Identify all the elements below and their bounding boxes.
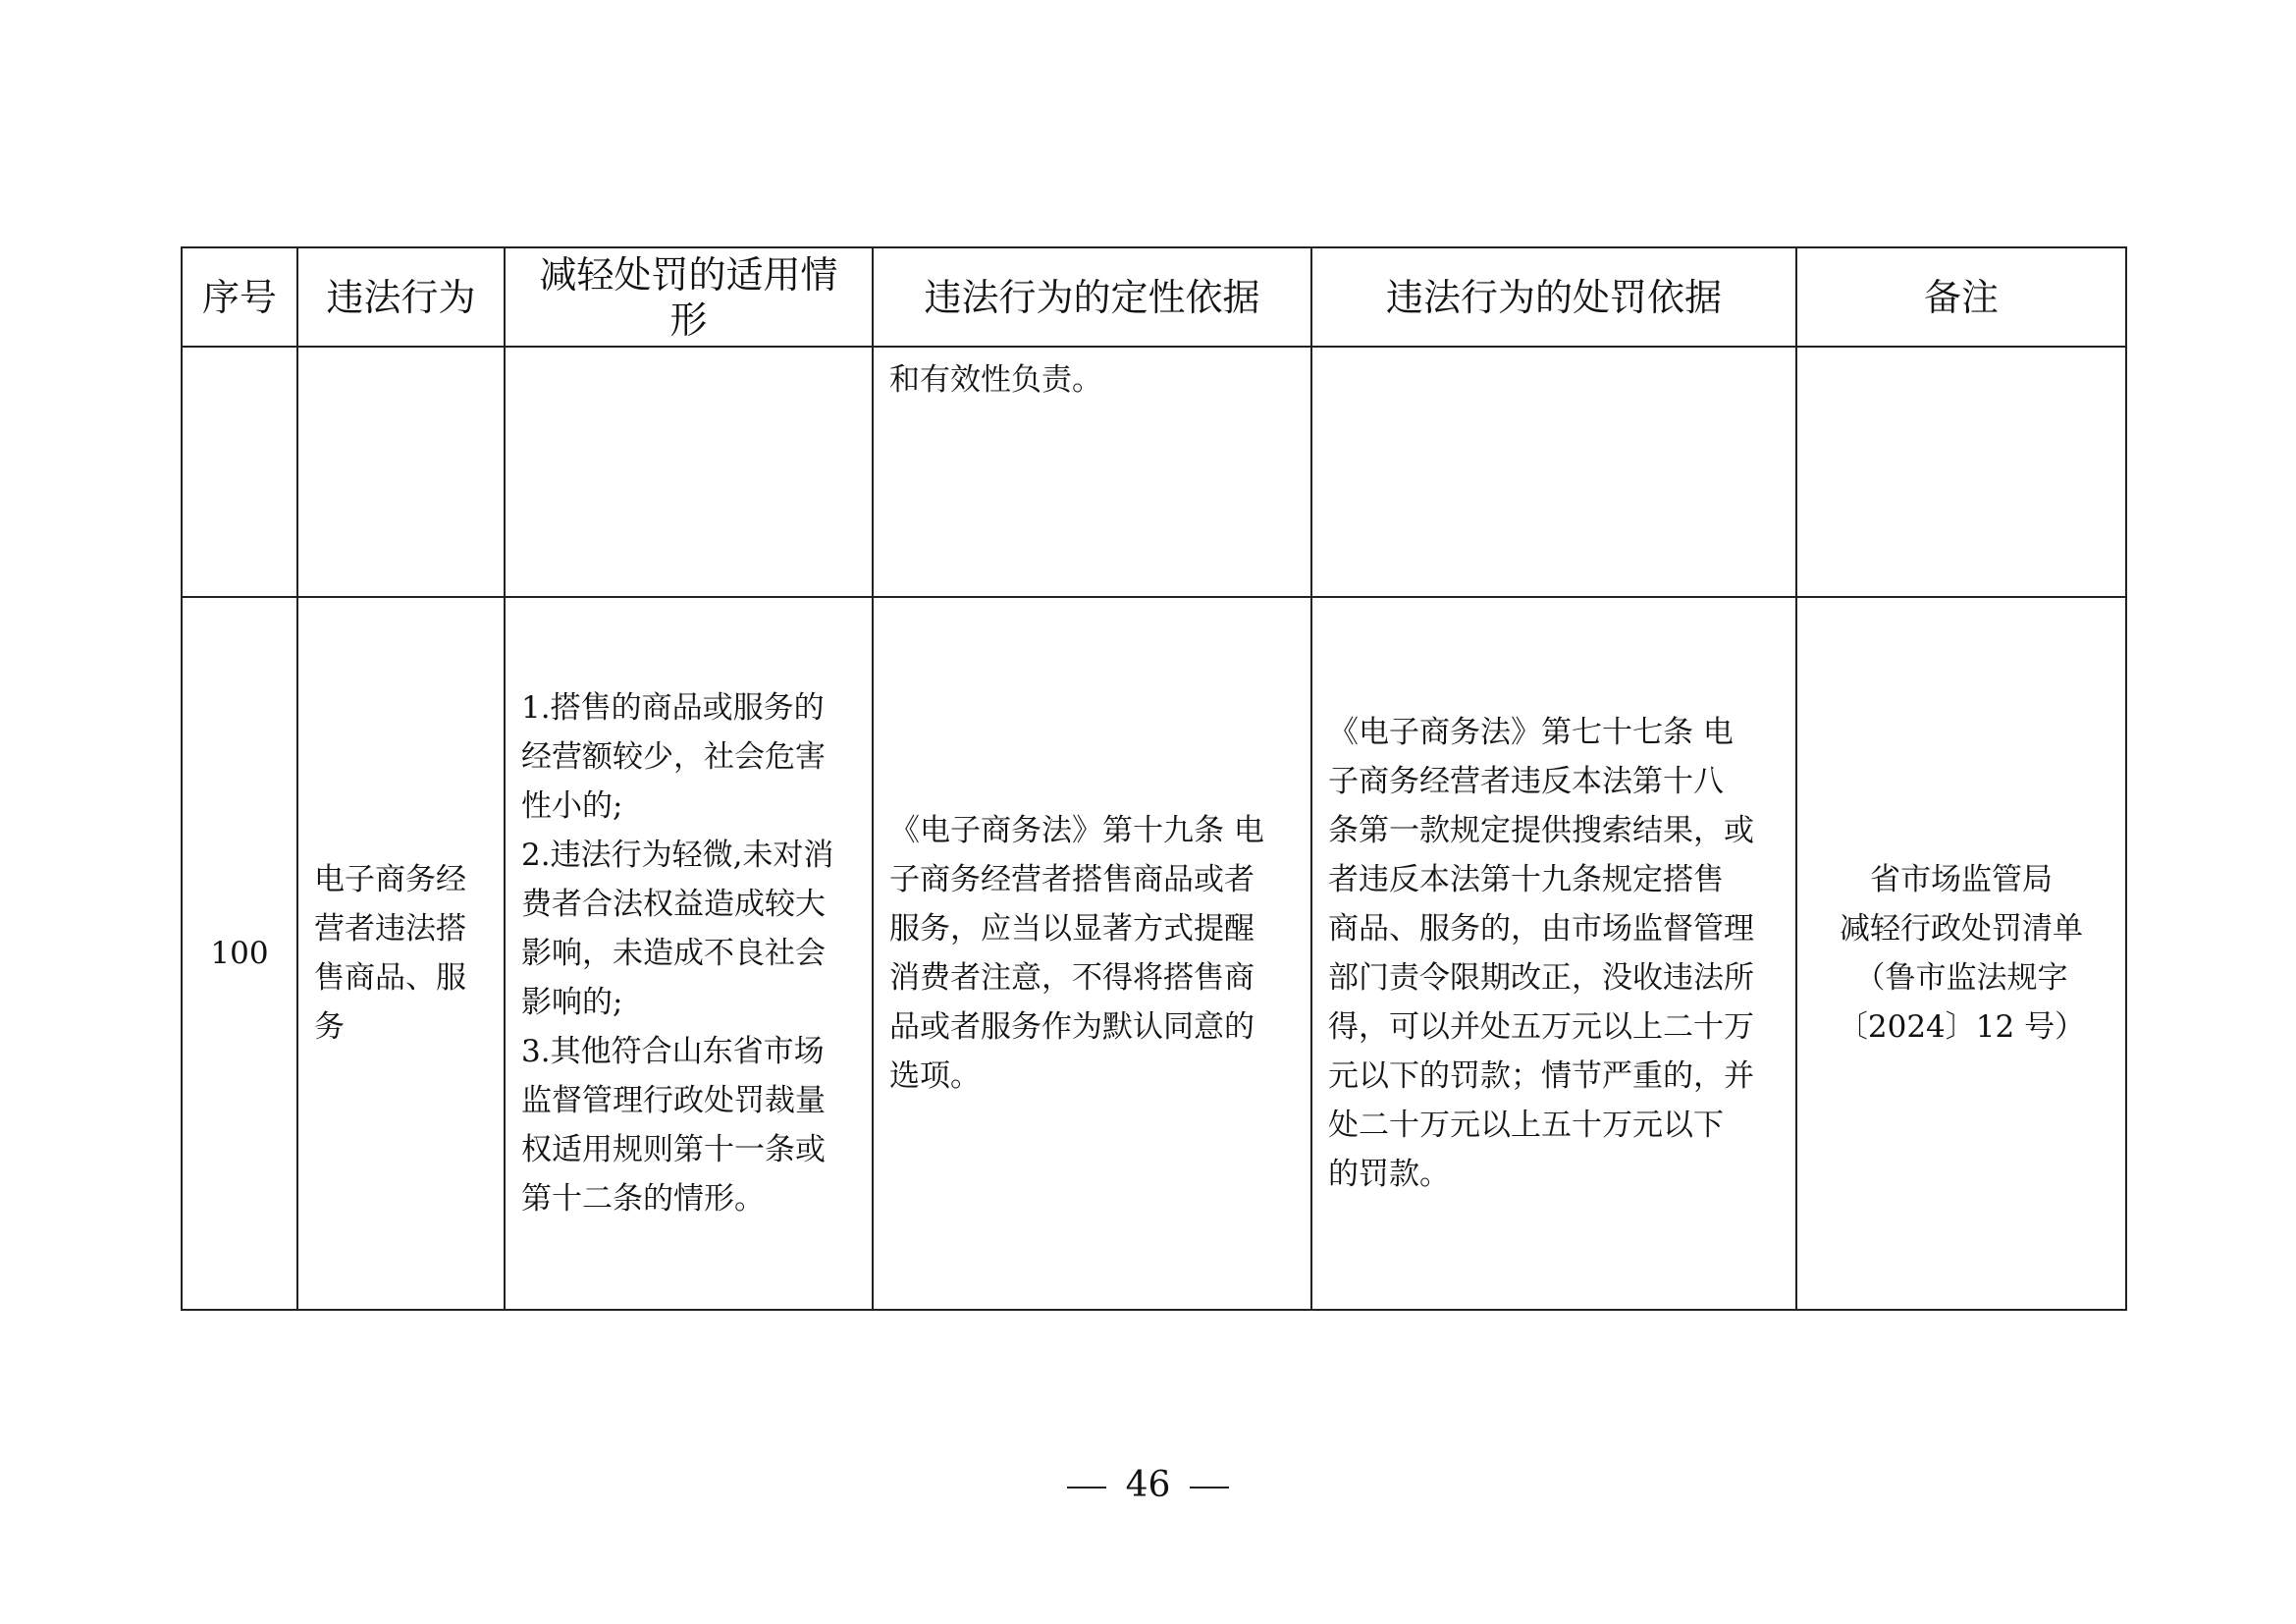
dash-left-decoration xyxy=(1067,1487,1106,1489)
header-seq: 序号 xyxy=(182,247,297,347)
cell-remarks xyxy=(1796,347,2126,597)
cell-qualitative-basis-text: 和有效性负责。 xyxy=(889,362,1102,398)
cell-mitigation-text xyxy=(506,348,872,355)
cell-seq xyxy=(182,347,297,597)
header-mitigation xyxy=(505,247,873,347)
page-number: 46 xyxy=(1125,1465,1171,1505)
cell-penalty-basis xyxy=(1311,347,1796,597)
cell-penalty-basis-text: 《电子商务法》第七十七条 电 子商务经营者违反本法第十八 条第一款规定提供搜索结果，或 者违反本法第十九条规定搭售 商品、服务的，由市场监督管理 部门责令限期改正，没收违法所 得，可以并处五万元以上二十万 元以下的罚款；情节严重的，并 处二十万元以上五十万元以下 的罚款。 xyxy=(1328,715,1754,1192)
cell-seq-text: 100 xyxy=(210,936,269,971)
cell-mitigation-text: 1.搭售的商品或服务的 经营额较少，社会危害 性小的; 2.违法行为轻微,未对消 费者合法权益造成较大 影响，未造成不良社会 影响的; 3.其他符合山东省市场 监督管理行政处罚裁量 权适用规则第十一条或 第十二条的情形。 xyxy=(521,690,834,1217)
header-qualitative-basis: 违法行为的定性依据 xyxy=(873,247,1311,347)
cell-remarks-text xyxy=(1797,348,2125,355)
header-remarks: 备注 xyxy=(1796,247,2126,347)
cell-seq xyxy=(182,597,297,1310)
dash-right-decoration xyxy=(1190,1487,1229,1489)
table-row-100 xyxy=(182,597,2126,1310)
penalty-list-table xyxy=(181,246,2127,1311)
cell-qualitative-basis xyxy=(873,347,1311,597)
header-penalty-basis: 违法行为的处罚依据 xyxy=(1311,247,1796,347)
cell-remarks xyxy=(1796,597,2126,1310)
cell-behavior xyxy=(297,597,505,1310)
cell-qualitative-basis xyxy=(873,597,1311,1310)
cell-behavior-text: 电子商务经 营者违法搭 售商品、服 务 xyxy=(314,862,466,1045)
cell-seq-text xyxy=(183,348,296,355)
header-behavior: 违法行为 xyxy=(297,247,505,347)
cell-mitigation xyxy=(505,597,873,1310)
page-footer xyxy=(0,1465,2296,1505)
cell-penalty-basis-text xyxy=(1312,348,1795,355)
cell-qualitative-basis-text: 《电子商务法》第十九条 电 子商务经营者搭售商品或者 服务，应当以显著方式提醒 消费者注意，不得将搭售商 品或者服务作为默认同意的 选项。 xyxy=(889,813,1264,1094)
cell-penalty-basis xyxy=(1311,597,1796,1310)
header-mitigation-text: 减轻处罚的适用情 形 xyxy=(539,252,838,342)
table-row-continued xyxy=(182,347,2126,597)
cell-behavior xyxy=(297,347,505,597)
cell-mitigation xyxy=(505,347,873,597)
cell-remarks-text: 省市场监管局 减轻行政处罚清单 （鲁市监法规字 〔2024〕12 号） xyxy=(1837,862,2086,1045)
header-row xyxy=(182,247,2126,347)
cell-behavior-text xyxy=(298,348,504,355)
